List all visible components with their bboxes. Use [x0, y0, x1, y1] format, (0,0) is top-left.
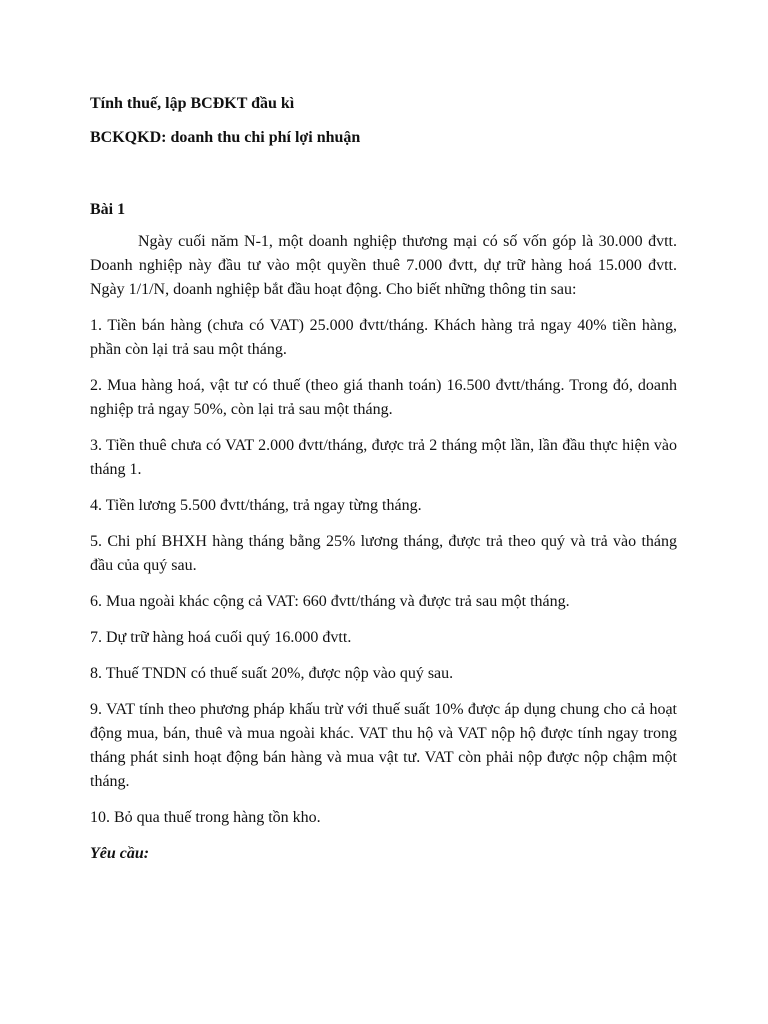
list-item: 7. Dự trữ hàng hoá cuối quý 16.000 đvtt. — [90, 629, 352, 646]
intro-paragraph: Ngày cuối năm N-1, một doanh nghiệp thương mại có số vốn góp là 30.000 đvtt. Doanh nghiệp này đầu tư vào một quyền thuê 7.000 đvtt, dự trữ hàng hoá 15.000 đvtt. Ngày 1/1/N, doanh nghiệp bắt đầu hoạt động. Cho biết những thông tin sau: — [90, 233, 677, 298]
list-item: 1. Tiền bán hàng (chưa có VAT) 25.000 đvtt/tháng. Khách hàng trả ngay 40% tiền hàng, phần còn lại trả sau một tháng. — [90, 317, 677, 358]
requirement-heading: Yêu cầu: — [90, 845, 150, 862]
list-item: 8. Thuế TNDN có thuế suất 20%, được nộp vào quý sau. — [90, 665, 454, 682]
list-item: 3. Tiền thuê chưa có VAT 2.000 đvtt/tháng, được trả 2 tháng một lần, lần đầu thực hiện vào tháng 1. — [90, 437, 677, 478]
list-item: 4. Tiền lương 5.500 đvtt/tháng, trả ngay từng tháng. — [90, 497, 422, 514]
list-item: 2. Mua hàng hoá, vật tư có thuế (theo giá thanh toán) 16.500 đvtt/tháng. Trong đó, doanh nghiệp trả ngay 50%, còn lại trả sau một tháng. — [90, 377, 677, 418]
heading-income-statement: BCKQKD: doanh thu chi phí lợi nhuận — [90, 129, 361, 146]
heading-tax-balance-sheet: Tính thuế, lập BCĐKT đầu kì — [90, 95, 295, 112]
list-item: 9. VAT tính theo phương pháp khấu trừ với thuế suất 10% được áp dụng chung cho cả hoạt động mua, bán, thuê và mua ngoài khác. VAT thu hộ và VAT nộp hộ được tính ngay trong tháng phát sinh hoạt động bán hàng và mua vật tư. VAT còn phải nộp được nộp chậm một tháng. — [90, 701, 677, 790]
list-item: 6. Mua ngoài khác cộng cả VAT: 660 đvtt/tháng và được trả sau một tháng. — [90, 593, 570, 610]
section-title: Bài 1 — [90, 201, 126, 218]
list-item: 5. Chi phí BHXH hàng tháng bằng 25% lương tháng, được trả theo quý và trả vào tháng đầu của quý sau. — [90, 533, 677, 574]
list-item: 10. Bỏ qua thuế trong hàng tồn kho. — [90, 809, 321, 826]
document-page — [90, 82, 677, 866]
